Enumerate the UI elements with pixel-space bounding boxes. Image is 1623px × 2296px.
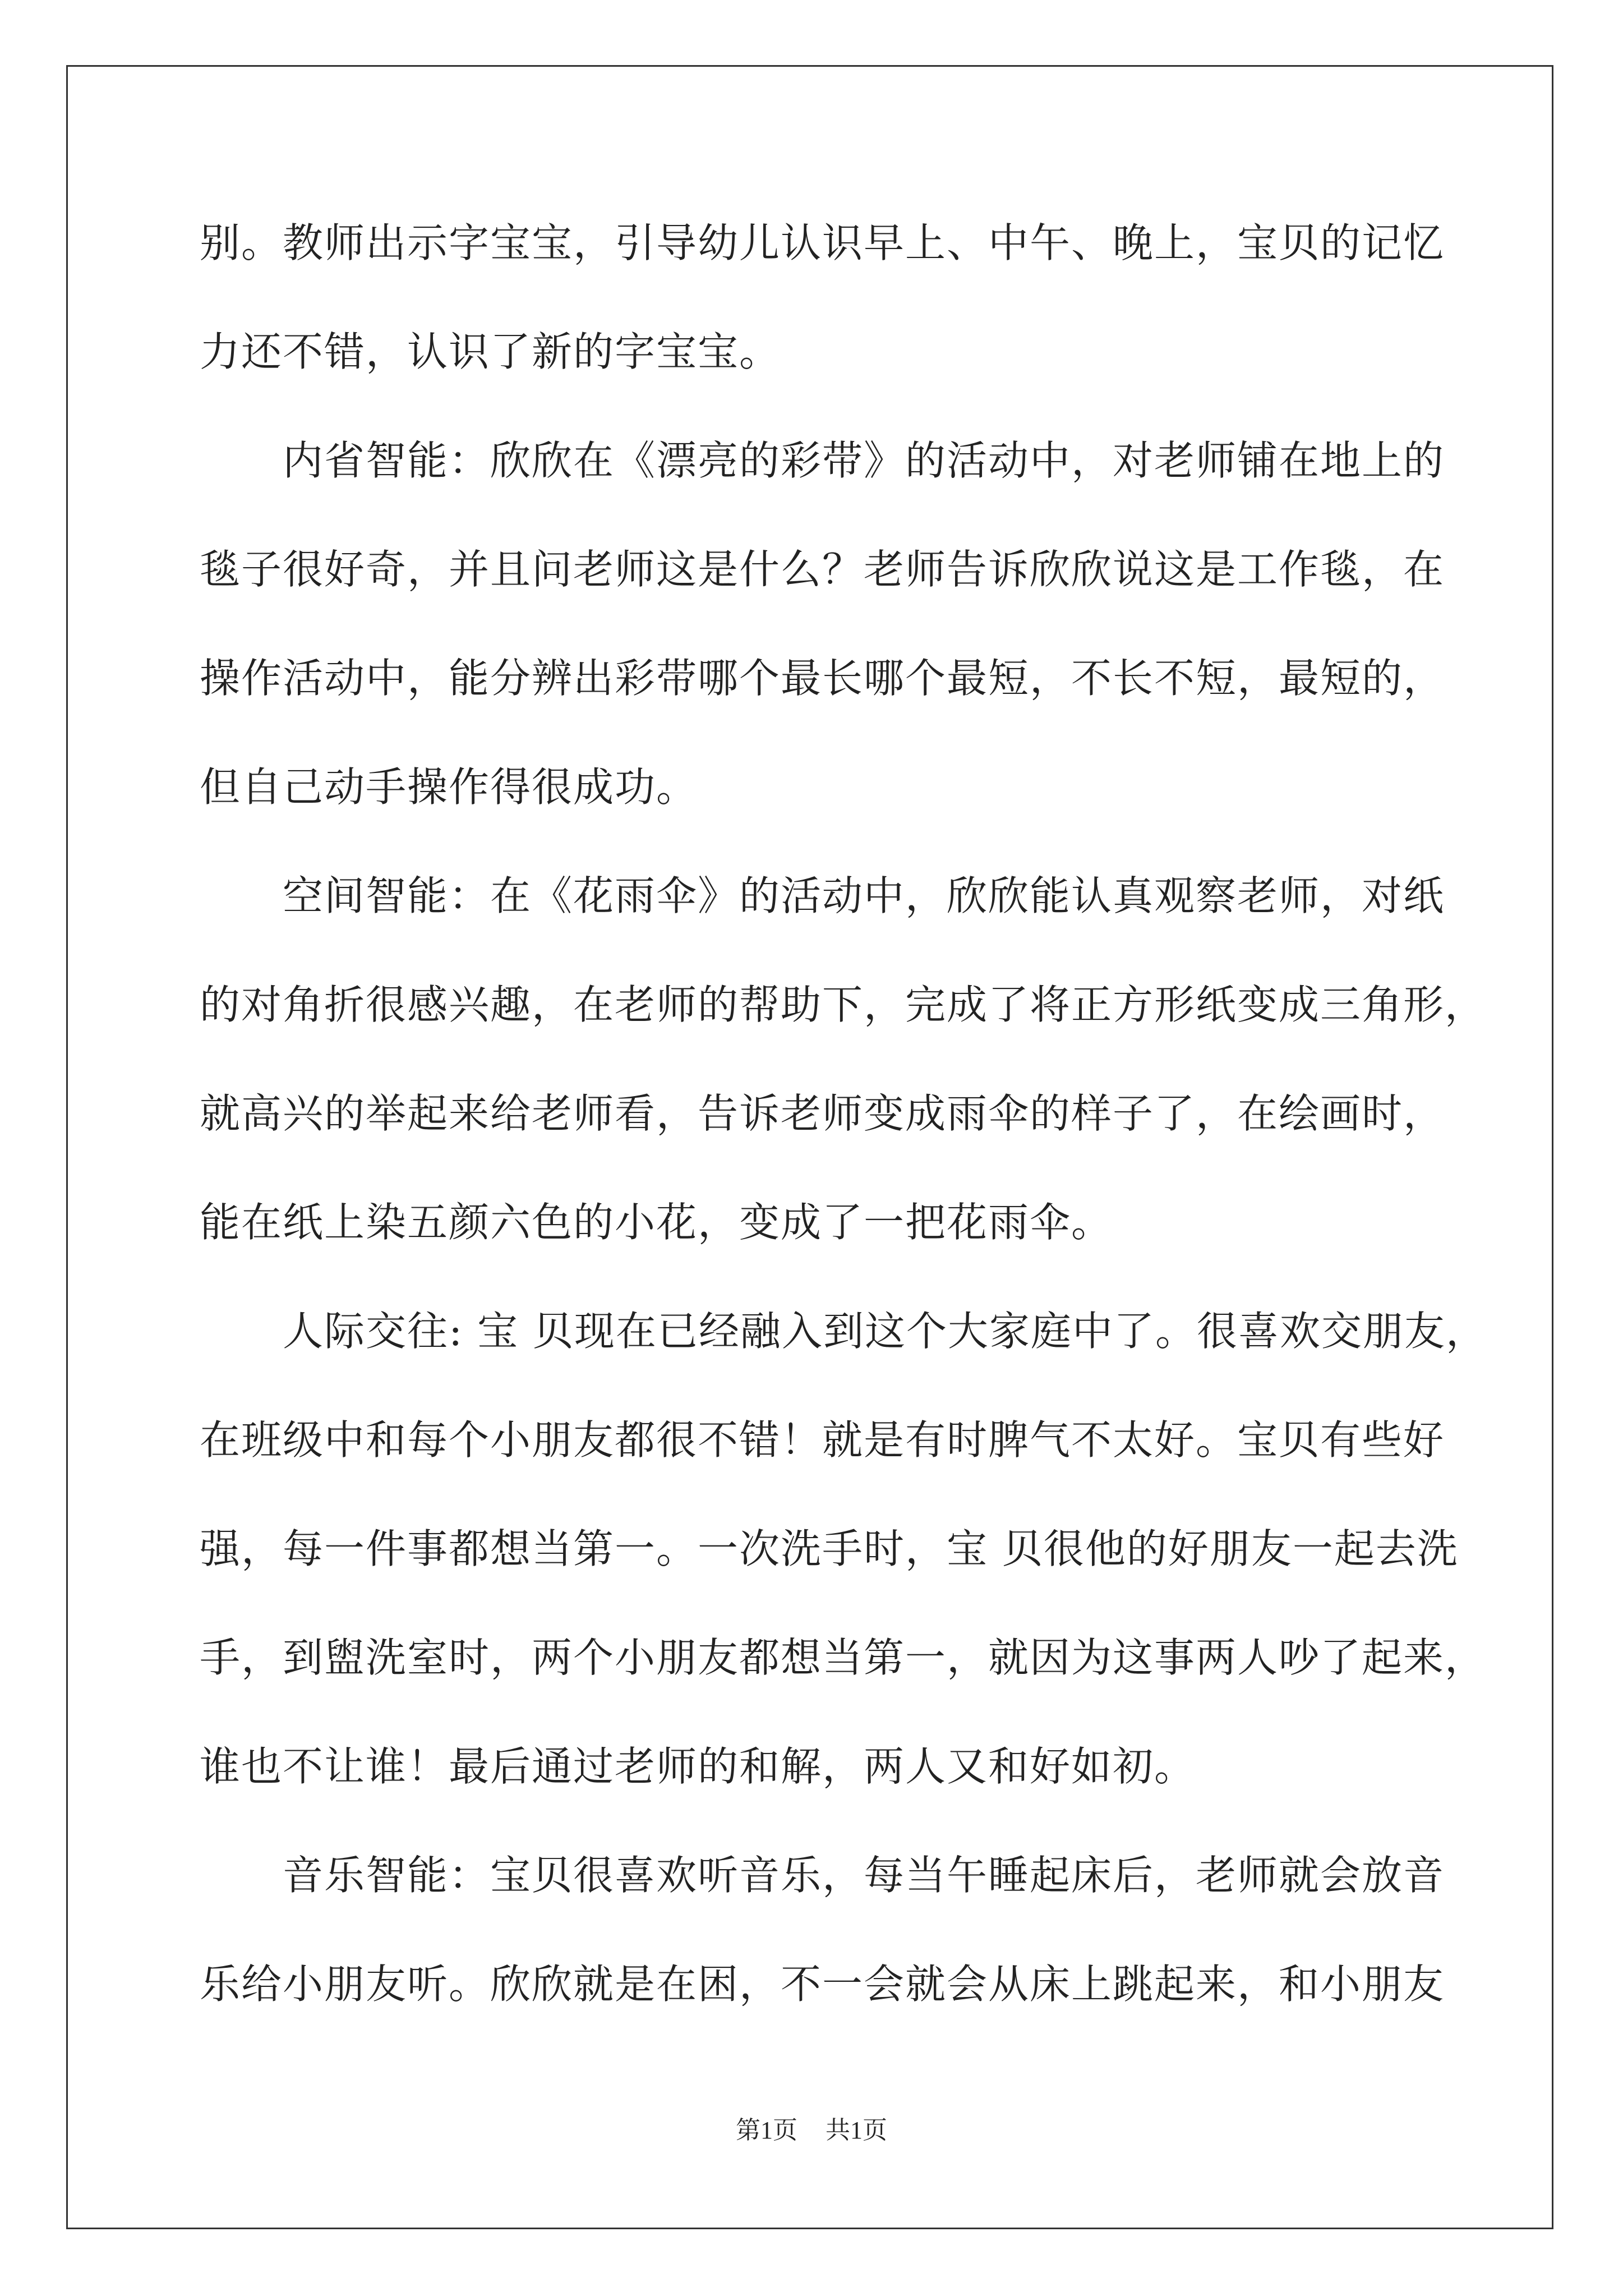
text-line: 在班级中和每个小朋友都很不错！就是有时脾气不太好。宝贝有些好	[200, 1416, 1445, 1464]
text-line: 力还不错，认识了新的字宝宝。	[200, 328, 781, 375]
text-line: 就高兴的举起来给老师看，告诉老师变成雨伞的样子了，在绘画时，	[200, 1090, 1445, 1137]
page-footer	[0, 2114, 1623, 2147]
text-line: 乐给小朋友听。欣欣就是在困，不一会就会从床上跳起来，和小朋友	[200, 1961, 1445, 2008]
paragraph-start-line: 内省智能：欣欣在《漂亮的彩带》的活动中，对老师铺在地上的	[283, 437, 1445, 484]
text-line: 能在纸上染五颜六色的小花，变成了一把花雨伞。	[200, 1199, 1113, 1246]
paragraph-start-line: 人际交往: 宝 贝现在已经融入到这个大家庭中了。很喜欢交朋友，	[283, 1308, 1488, 1355]
paragraph-start-line: 音乐智能：宝贝很喜欢听音乐，每当午睡起床后，老师就会放音	[283, 1852, 1445, 1899]
page-total: 共1页	[826, 2116, 887, 2144]
text-line: 毯子很好奇，并且问老师这是什么？老师告诉欣欣说这是工作毯，在	[200, 546, 1445, 593]
text-line: 强，每一件事都想当第一。一次洗手时，宝 贝很他的好朋友一起去洗	[200, 1525, 1459, 1572]
paragraph-start-line: 空间智能：在《花雨伞》的活动中，欣欣能认真观察老师，对纸	[283, 872, 1445, 919]
text-line: 手，到盥洗室时，两个小朋友都想当第一，就因为这事两人吵了起来，	[200, 1634, 1487, 1681]
text-line: 谁也不让谁！最后通过老师的和解，两人又和好如初。	[200, 1743, 1196, 1790]
text-line: 的对角折很感兴趣，在老师的帮助下，完成了将正方形纸变成三角形，	[200, 981, 1487, 1028]
text-line: 操作活动中，能分辨出彩带哪个最长哪个最短，不长不短，最短的，	[200, 655, 1445, 702]
text-line: 别。教师出示字宝宝，引导幼儿认识早上、中午、晚上，宝贝的记忆	[200, 219, 1445, 266]
text-line: 但自己动手操作得很成功。	[200, 763, 698, 811]
page-number: 第1页	[736, 2116, 797, 2144]
